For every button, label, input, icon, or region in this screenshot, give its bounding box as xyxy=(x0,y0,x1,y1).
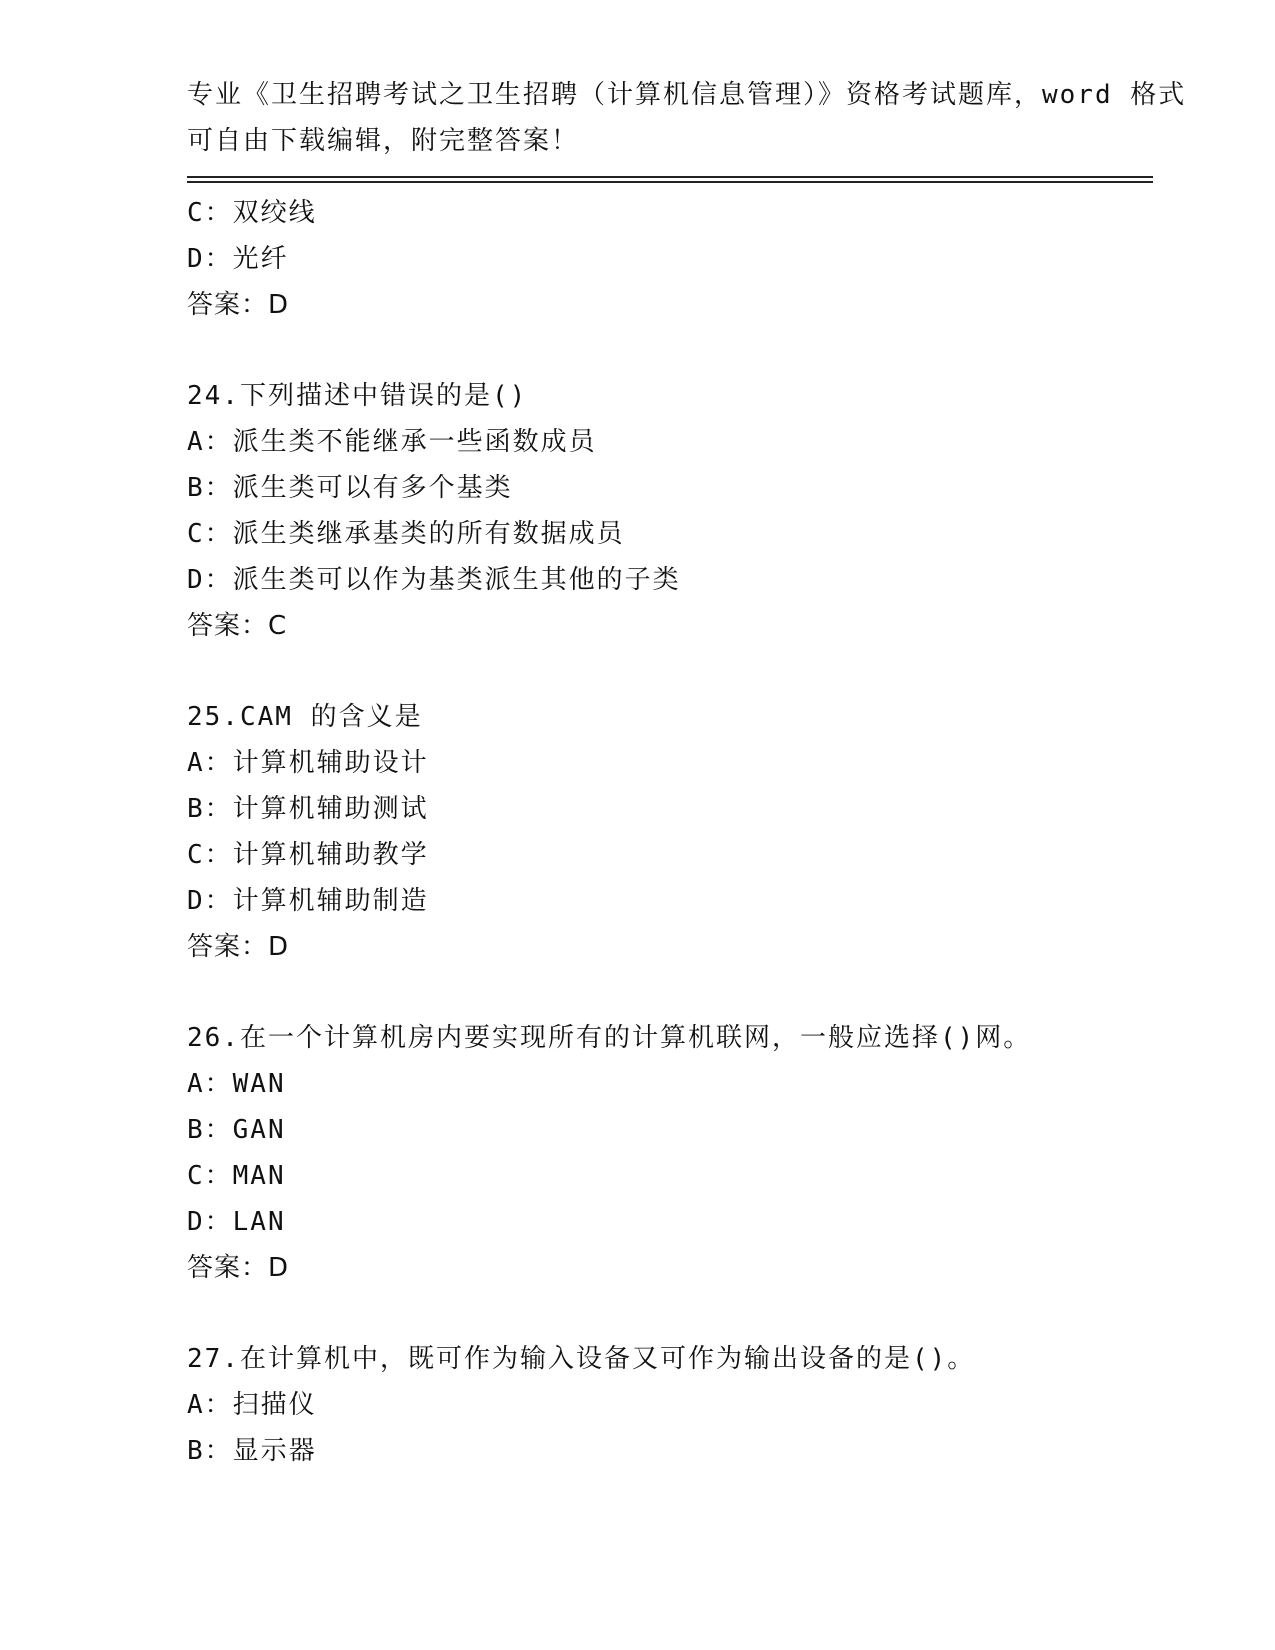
question-text: 27.在计算机中，既可作为输入设备又可作为输出设备的是()。 xyxy=(187,1344,976,1374)
option-a: A：扫描仪 xyxy=(187,1390,317,1420)
option-d: D：派生类可以作为基类派生其他的子类 xyxy=(187,565,681,595)
option-c: C：派生类继承基类的所有数据成员 xyxy=(187,519,625,549)
question-block-25 xyxy=(187,694,1153,970)
option-c: C：MAN xyxy=(187,1161,286,1191)
option-b: B：GAN xyxy=(187,1115,286,1145)
spacer xyxy=(187,970,1153,1015)
header-divider-bottom xyxy=(187,181,1153,183)
answer-line: 答案：D xyxy=(187,932,290,962)
header-divider-top xyxy=(187,176,1153,178)
spacer xyxy=(187,649,1153,694)
document-header xyxy=(187,72,1187,164)
header-line-1: 专业《卫生招聘考试之卫生招聘（计算机信息管理）》资格考试题库，word 格式 xyxy=(187,80,1187,110)
question-text: 26.在一个计算机房内要实现所有的计算机联网，一般应选择()网。 xyxy=(187,1023,1032,1053)
option-d: D：计算机辅助制造 xyxy=(187,886,429,916)
question-text: 25.CAM 的含义是 xyxy=(187,702,423,732)
question-list xyxy=(187,190,1153,1474)
option-b: B：显示器 xyxy=(187,1436,317,1466)
option-d: D：LAN xyxy=(187,1207,286,1237)
option-a: A：计算机辅助设计 xyxy=(187,748,429,778)
answer-line: 答案：D xyxy=(187,290,290,320)
option-a: A：派生类不能继承一些函数成员 xyxy=(187,427,597,457)
answer-line: 答案：C xyxy=(187,611,288,641)
question-block-23 xyxy=(187,190,1153,328)
spacer xyxy=(187,1291,1153,1336)
question-block-27 xyxy=(187,1336,1153,1474)
option-d: D：光纤 xyxy=(187,244,289,274)
option-c: C：双绞线 xyxy=(187,198,317,228)
question-block-26 xyxy=(187,1015,1153,1291)
spacer xyxy=(187,328,1153,373)
option-b: B：计算机辅助测试 xyxy=(187,794,429,824)
answer-line: 答案：D xyxy=(187,1253,290,1283)
option-b: B：派生类可以有多个基类 xyxy=(187,473,513,503)
question-text: 24.下列描述中错误的是() xyxy=(187,381,528,411)
option-a: A：WAN xyxy=(187,1069,286,1099)
header-line-2: 可自由下载编辑，附完整答案！ xyxy=(187,126,580,156)
option-c: C：计算机辅助教学 xyxy=(187,840,429,870)
question-block-24 xyxy=(187,373,1153,649)
